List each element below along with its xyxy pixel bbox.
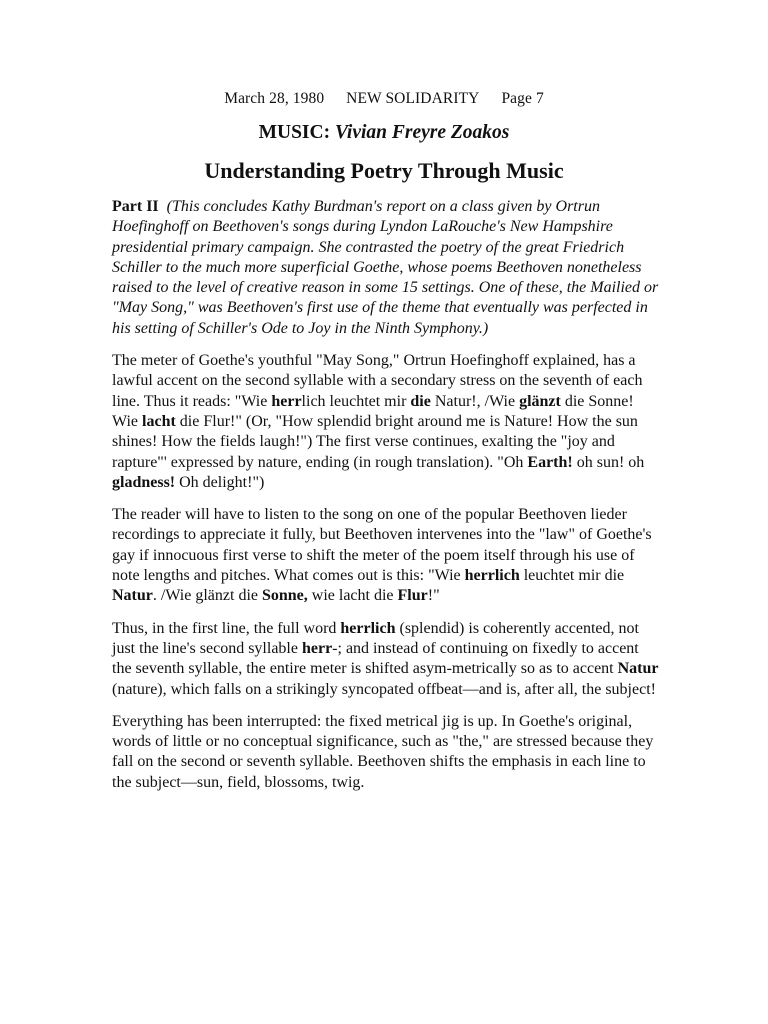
emphasized-word: die (410, 392, 431, 410)
emphasized-word: Earth! (527, 453, 573, 471)
text-run: wie lacht die (307, 587, 398, 605)
emphasized-word: Flur (397, 587, 428, 605)
text-run: oh sun! oh (572, 453, 645, 471)
text-run: Everything has been interrupted: the fixed metrical jig is up. In Goethe's original, words of little or no conceptual significance, such as "the," are stressed because they fall on the second or seventh syllable. Beethoven shifts the emphasis in each line to the subject—sun, field, blossoms, twig. (112, 712, 654, 791)
intro-text: (This concludes Kathy Burdman's report on a class given by Ortrun Hoefinghoff on Beethoven's songs during Lyndon LaRouche's New Hampshire presidential primary campaign. She contrasted the poetry of the great Friedrich Schiller to the much more superficial Goethe, whose poems Beethoven nonetheless raised to the level of creative reason in some 15 settings. One of these, the Mailied or "May Song," was Beethoven's first use of the theme that eventually was perfected in his setting of Schiller's Ode to Joy in the Ninth Symphony.) (112, 198, 659, 337)
emphasized-word: herrlich (340, 619, 396, 637)
page-number: Page 7 (501, 90, 544, 107)
text-run: Oh delight!") (175, 473, 265, 491)
text-run: Natur!, /Wie (430, 392, 520, 410)
emphasized-word: lacht (142, 412, 176, 430)
emphasized-word: gladness! (112, 473, 176, 491)
article-body (112, 197, 662, 805)
body-paragraph (112, 351, 662, 493)
text-run: . /Wie glänzt die (152, 587, 262, 605)
section-label: MUSIC: (258, 122, 331, 143)
text-run: die Flur!" (Or, "How splendid bright around me is Nature! How the sun shines! How the fields laugh!") The first verse continues, exalting the "joy and rapture"' expressed by nature, ending (in rough translation). "Oh (112, 412, 638, 471)
issue-date: March 28, 1980 (224, 90, 325, 107)
dateline (0, 90, 768, 108)
article-title: Understanding Poetry Through Music (204, 158, 564, 183)
byline (0, 122, 768, 144)
text-run: -; and instead of continuing on fixedly to accent the seventh syllable, the entire meter is shifted asym-metrically so as to accent (112, 639, 639, 678)
text-run: lich leuchtet mir (301, 392, 411, 410)
intro-paragraph (112, 197, 662, 339)
text-run: Thus, in the first line, the full word (112, 619, 341, 637)
text-run: die Sonne! Wie (112, 392, 634, 430)
text-run: leuchtet mir die (519, 567, 625, 585)
emphasized-word: herr (301, 639, 333, 657)
text-run: The meter of Goethe's youthful "May Song," Ortrun Hoefinghoff explained, has a lawful accent on the second syllable with a secondary stress on the seventh of each line. Thus it reads: "Wie (112, 352, 643, 410)
body-paragraph (112, 619, 662, 700)
text-run: !" (427, 587, 440, 605)
emphasized-word: herrlich (464, 567, 520, 585)
body-paragraph (112, 712, 662, 793)
text-run: The reader will have to listen to the song on one of the popular Beethoven lieder recordings to appreciate it fully, but Beethoven intervenes into the "law" of Goethe's gay if innocuous first verse to shift the meter of the poem itself through his use of note lengths and pitches. What comes out is this: "Wie (112, 506, 652, 585)
part-heading: Part II (112, 198, 159, 215)
emphasized-word: glänzt (519, 392, 561, 410)
body-paragraph (112, 505, 662, 606)
emphasized-word: Natur (112, 587, 153, 605)
emphasized-word: herr (271, 392, 302, 410)
body-paragraphs (112, 351, 662, 793)
publication-name: NEW SOLIDARITY (346, 90, 480, 107)
emphasized-word: Sonne, (261, 587, 308, 605)
author-name: Vivian Freyre Zoakos (334, 122, 510, 143)
text-run: (splendid) is coherently accented, not just the line's second syllable (112, 619, 639, 657)
text-run: (nature), which falls on a strikingly syncopated offbeat—and is, after all, the subject! (112, 680, 656, 698)
emphasized-word: Natur (617, 660, 659, 678)
